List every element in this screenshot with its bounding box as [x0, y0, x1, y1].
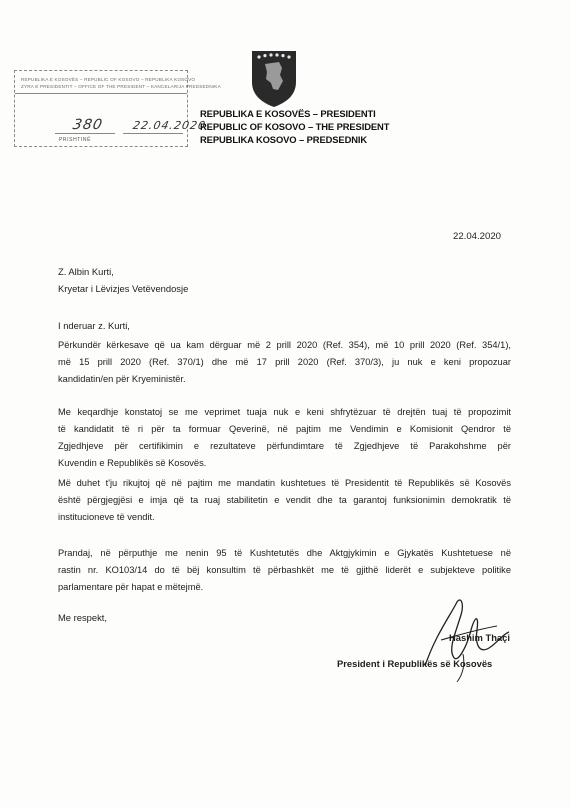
signer-name: Hashim Thaçi — [449, 632, 510, 643]
stamp-date-rule — [123, 133, 183, 134]
text-line: Me keqardhje konstatoj se me veprimet tuaja nuk e keni shfrytëzuar të drejtën tuaj të propozimit — [58, 407, 511, 417]
kosovo-emblem-icon — [249, 48, 299, 108]
salutation: I nderuar z. Kurti, — [58, 320, 130, 331]
recipient-title: Kryetar i Lëvizjes Vetëvendosje — [58, 283, 189, 294]
stamp-line-1: REPUBLIKA E KOSOVËS – REPUBLIC OF KOSOVO – REPUBLIKA KOSOVO — [21, 77, 196, 82]
closing: Me respekt, — [58, 612, 107, 623]
text-line: parlamentare për hapat e mëtejmë. — [58, 581, 204, 592]
text-line: është përgjegjësi e imja që ta ruaj stabilitetin e vendit dhe ta garantoj funksionimin demokratik të — [58, 494, 511, 505]
text-line: kandidatin/en për Kryeministër. — [58, 373, 186, 384]
text-line: Përkundër kërkesave që ua kam dërguar më 2 prill 2020 (Ref. 354), më 10 prill 2020 (Ref. 354/1), — [58, 340, 511, 350]
paragraph-1 — [58, 337, 511, 388]
header-line-english: REPUBLIC OF KOSOVO – THE PRESIDENT — [200, 121, 390, 132]
paragraph-3 — [58, 475, 511, 526]
text-line: rastin nr. KO103/14 do të bëj konsultim të përbashkët me të gjithë liderët e subjekteve politike — [58, 564, 511, 575]
signer-role: President i Republikës së Kosovës — [337, 658, 493, 669]
header-line-albanian: REPUBLIKA E KOSOVËS – PRESIDENTI — [200, 108, 376, 119]
stamp-number-value: 380 — [71, 117, 105, 133]
text-line: Më duhet t'ju rikujtoj që në pajtim me mandatin kushtetues të Presidentit të Republikës së Kosovës — [58, 478, 511, 488]
text-line: institucioneve të vendit. — [58, 511, 155, 522]
stamp-number-rule — [55, 133, 115, 134]
text-line: të kandidatit të ri për ta formuar Qeverinë, në pajtim me Vendimin e Komisionit Qendror të — [58, 423, 511, 434]
text-line: Kuvendin e Republikës së Kosovës. — [58, 457, 207, 468]
registration-stamp — [14, 70, 221, 147]
paragraph-4 — [58, 545, 511, 596]
stamp-date-value: 22.04.2020 — [131, 119, 208, 132]
text-line: Prandaj, në përputhje me nenin 95 të Kushtetutës dhe Aktgjykimin e Gjykatës Kushtetuese në — [58, 548, 511, 558]
stamp-line-2: ZYRA E PRESIDENTIT – OFFICE OF THE PRESIDENT – KANCELARIJA PREDSEDNIKA — [21, 84, 221, 89]
text-line: më 15 prill 2020 (Ref. 370/1) dhe më 17 prill 2020 (Ref. 370/3), ju nuk e keni propozuar — [58, 356, 511, 367]
stamp-divider — [15, 93, 187, 94]
text-line: Zgjedhjeve për certifikimin e rezultateve përfundimtare të Zgjedhjeve të Parakohshme për — [58, 440, 511, 451]
stamp-footer: PRISHTINË — [59, 137, 92, 143]
letter-date: 22.04.2020 — [453, 231, 502, 242]
paragraph-2 — [58, 404, 511, 472]
recipient-name: Z. Albin Kurti, — [58, 266, 114, 277]
header-line-serbian: REPUBLIKA KOSOVO – PREDSEDNIK — [200, 134, 368, 145]
